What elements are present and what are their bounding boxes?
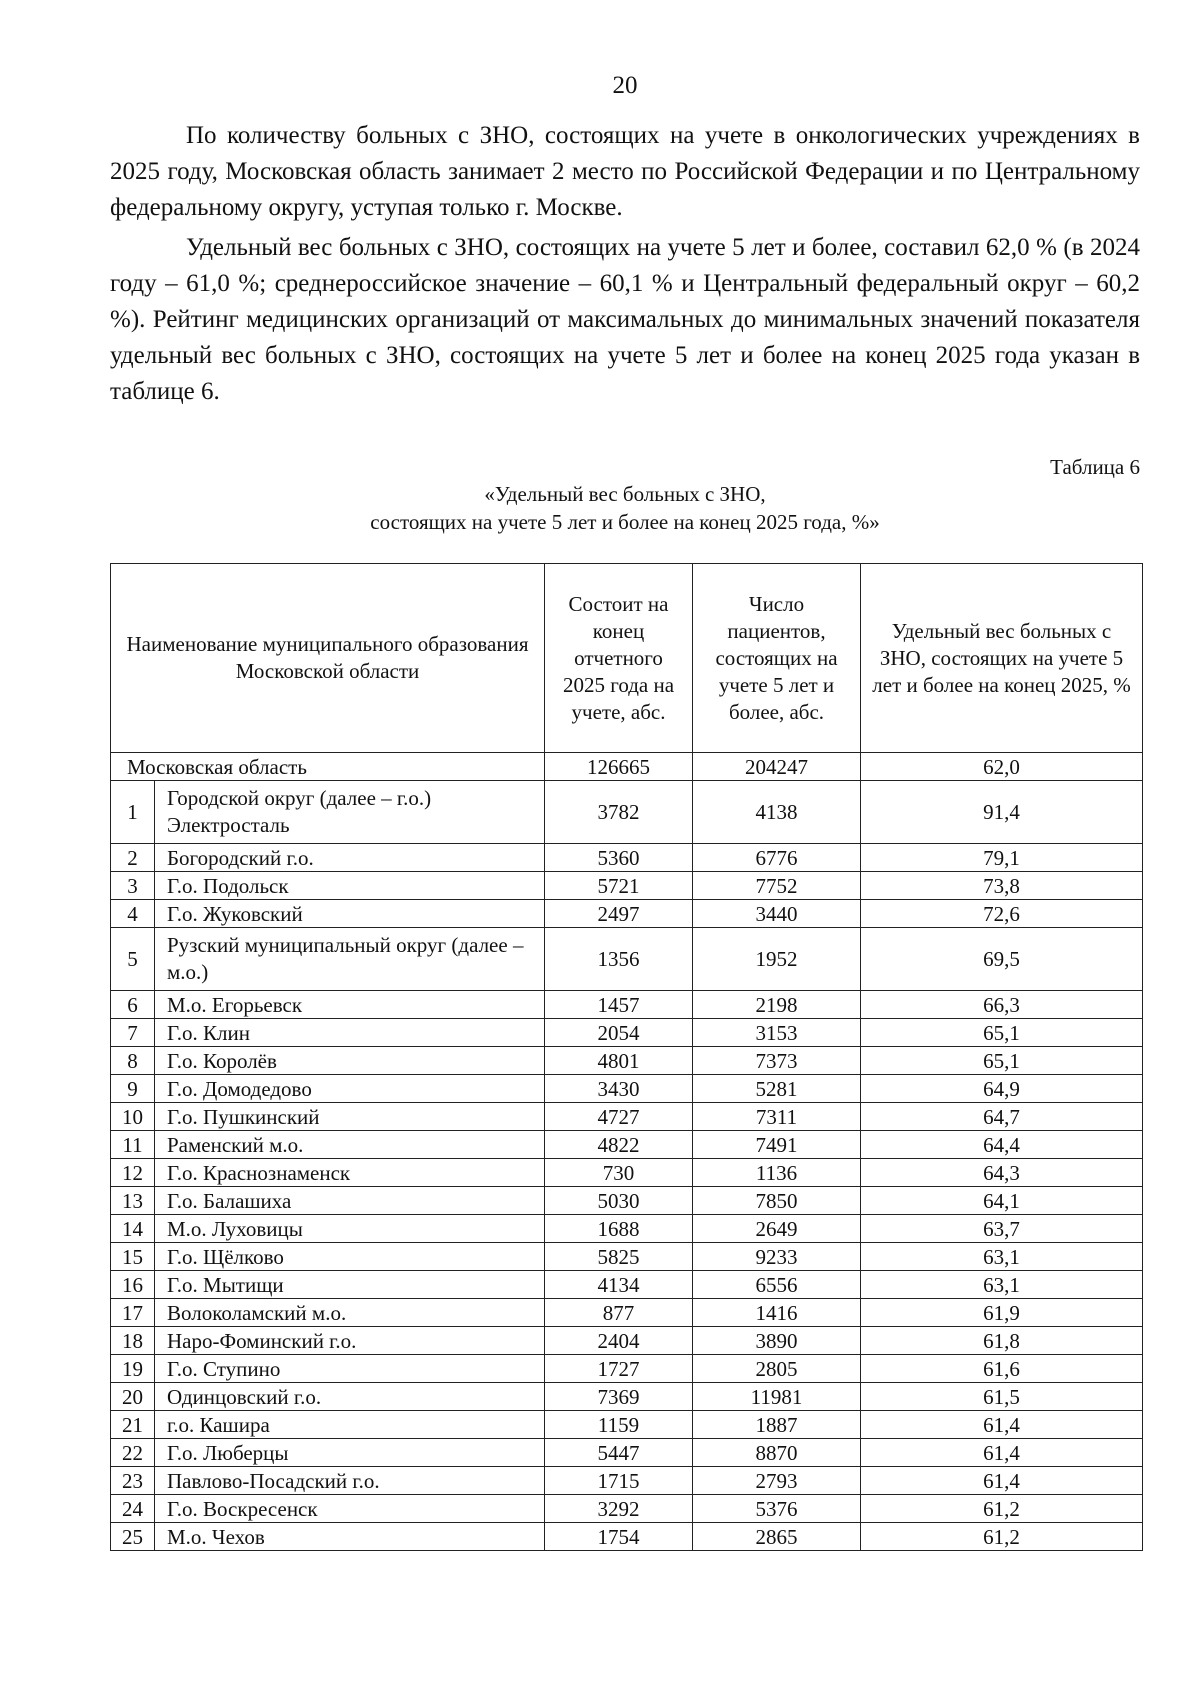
row-name: Рузский муниципальный округ (далее – м.о.) — [155, 928, 545, 991]
row-share: 64,4 — [861, 1131, 1143, 1159]
row-share: 61,2 — [861, 1495, 1143, 1523]
row-five-years: 7373 — [693, 1047, 861, 1075]
row-share: 65,1 — [861, 1047, 1143, 1075]
row-registered: 2404 — [545, 1327, 693, 1355]
row-number: 5 — [111, 928, 155, 991]
row-share: 64,7 — [861, 1103, 1143, 1131]
table-row — [111, 872, 1143, 900]
row-number: 9 — [111, 1075, 155, 1103]
table-row — [111, 1159, 1143, 1187]
data-table-container — [110, 563, 1142, 1551]
row-name: Г.о. Жуковский — [155, 900, 545, 928]
row-share: 61,9 — [861, 1299, 1143, 1327]
row-number: 15 — [111, 1243, 155, 1271]
row-registered: 7369 — [545, 1383, 693, 1411]
row-name: М.о. Чехов — [155, 1523, 545, 1551]
table-row — [111, 781, 1143, 844]
row-registered: 877 — [545, 1299, 693, 1327]
table-row — [111, 1019, 1143, 1047]
row-name: Г.о. Ступино — [155, 1355, 545, 1383]
table-row — [111, 1131, 1143, 1159]
row-five-years: 7752 — [693, 872, 861, 900]
paragraph-2 — [110, 230, 1140, 410]
row-five-years: 7850 — [693, 1187, 861, 1215]
row-share: 73,8 — [861, 872, 1143, 900]
summary-five-years: 204247 — [693, 753, 861, 781]
row-registered: 1356 — [545, 928, 693, 991]
table-row — [111, 1355, 1143, 1383]
row-number: 1 — [111, 781, 155, 844]
row-registered: 3292 — [545, 1495, 693, 1523]
row-name: Богородский г.о. — [155, 844, 545, 872]
row-registered: 1727 — [545, 1355, 693, 1383]
row-name: Г.о. Мытищи — [155, 1271, 545, 1299]
row-share: 64,3 — [861, 1159, 1143, 1187]
table-row — [111, 1187, 1143, 1215]
row-number: 14 — [111, 1215, 155, 1243]
row-share: 65,1 — [861, 1019, 1143, 1047]
row-five-years: 3890 — [693, 1327, 861, 1355]
row-number: 20 — [111, 1383, 155, 1411]
table-row — [111, 1271, 1143, 1299]
row-share: 64,9 — [861, 1075, 1143, 1103]
row-five-years: 2793 — [693, 1467, 861, 1495]
table-row — [111, 1103, 1143, 1131]
row-share: 66,3 — [861, 991, 1143, 1019]
row-name: Волоколамский м.о. — [155, 1299, 545, 1327]
row-name: Г.о. Домодедово — [155, 1075, 545, 1103]
header-registered: Состоит на конец отчетного 2025 года на учете, абс. — [545, 564, 693, 753]
row-name: М.о. Луховицы — [155, 1215, 545, 1243]
row-number: 8 — [111, 1047, 155, 1075]
row-registered: 5447 — [545, 1439, 693, 1467]
row-registered: 1159 — [545, 1411, 693, 1439]
row-name: Одинцовский г.о. — [155, 1383, 545, 1411]
row-five-years: 3440 — [693, 900, 861, 928]
row-registered: 5721 — [545, 872, 693, 900]
row-share: 61,8 — [861, 1327, 1143, 1355]
table-row — [111, 1327, 1143, 1355]
row-share: 61,4 — [861, 1411, 1143, 1439]
row-five-years: 5281 — [693, 1075, 861, 1103]
table-header-row — [111, 564, 1143, 753]
row-number: 11 — [111, 1131, 155, 1159]
row-registered: 2497 — [545, 900, 693, 928]
row-name: Раменский м.о. — [155, 1131, 545, 1159]
row-registered: 3430 — [545, 1075, 693, 1103]
row-number: 21 — [111, 1411, 155, 1439]
row-share: 72,6 — [861, 900, 1143, 928]
header-share: Удельный вес больных с ЗНО, состоящих на учете 5 лет и более на конец 2025, % — [861, 564, 1143, 753]
row-number: 2 — [111, 844, 155, 872]
row-five-years: 1136 — [693, 1159, 861, 1187]
row-five-years: 2865 — [693, 1523, 861, 1551]
row-number: 19 — [111, 1355, 155, 1383]
row-five-years: 1887 — [693, 1411, 861, 1439]
header-five-years: Число пациентов, состоящих на учете 5 лет и более, абс. — [693, 564, 861, 753]
row-five-years: 6776 — [693, 844, 861, 872]
table-row — [111, 1243, 1143, 1271]
row-share: 61,2 — [861, 1523, 1143, 1551]
row-registered: 4801 — [545, 1047, 693, 1075]
row-five-years: 2649 — [693, 1215, 861, 1243]
row-number: 4 — [111, 900, 155, 928]
summary-registered: 126665 — [545, 753, 693, 781]
table-row — [111, 1439, 1143, 1467]
row-registered: 3782 — [545, 781, 693, 844]
row-share: 61,4 — [861, 1467, 1143, 1495]
row-registered: 4822 — [545, 1131, 693, 1159]
table-label: Таблица 6 — [1050, 455, 1140, 479]
table-row — [111, 1495, 1143, 1523]
row-number: 3 — [111, 872, 155, 900]
row-number: 12 — [111, 1159, 155, 1187]
row-name: Павлово-Посадский г.о. — [155, 1467, 545, 1495]
row-number: 13 — [111, 1187, 155, 1215]
row-number: 16 — [111, 1271, 155, 1299]
row-five-years: 2198 — [693, 991, 861, 1019]
data-table — [110, 563, 1143, 1551]
row-five-years: 5376 — [693, 1495, 861, 1523]
row-registered: 1715 — [545, 1467, 693, 1495]
table-row — [111, 1383, 1143, 1411]
summary-share: 62,0 — [861, 753, 1143, 781]
row-registered: 1754 — [545, 1523, 693, 1551]
row-registered: 730 — [545, 1159, 693, 1187]
row-share: 61,6 — [861, 1355, 1143, 1383]
table-row — [111, 1215, 1143, 1243]
page-number: 20 — [612, 72, 638, 99]
row-number: 7 — [111, 1019, 155, 1047]
row-number: 6 — [111, 991, 155, 1019]
row-five-years: 1416 — [693, 1299, 861, 1327]
row-name: Городской округ (далее – г.о.) Электросталь — [155, 781, 545, 844]
row-share: 63,1 — [861, 1271, 1143, 1299]
row-share: 79,1 — [861, 844, 1143, 872]
row-registered: 5030 — [545, 1187, 693, 1215]
table-row — [111, 1075, 1143, 1103]
row-name: Г.о. Балашиха — [155, 1187, 545, 1215]
row-name: Г.о. Воскресенск — [155, 1495, 545, 1523]
row-name: Г.о. Подольск — [155, 872, 545, 900]
table-row — [111, 1467, 1143, 1495]
table-row — [111, 1299, 1143, 1327]
row-five-years: 9233 — [693, 1243, 861, 1271]
summary-name: Московская область — [111, 753, 545, 781]
header-name: Наименование муниципального образования Московской области — [111, 564, 545, 753]
table-caption-line-1: «Удельный вес больных с ЗНО, — [484, 482, 766, 506]
row-share: 69,5 — [861, 928, 1143, 991]
row-five-years: 6556 — [693, 1271, 861, 1299]
row-name: М.о. Егорьевск — [155, 991, 545, 1019]
row-share: 61,4 — [861, 1439, 1143, 1467]
row-registered: 4134 — [545, 1271, 693, 1299]
table-row — [111, 991, 1143, 1019]
row-share: 64,1 — [861, 1187, 1143, 1215]
row-registered: 5825 — [545, 1243, 693, 1271]
table-caption — [110, 480, 1140, 536]
table-row — [111, 1411, 1143, 1439]
table-row — [111, 844, 1143, 872]
row-registered: 4727 — [545, 1103, 693, 1131]
row-five-years: 7311 — [693, 1103, 861, 1131]
paragraph-1-text: По количеству больных с ЗНО, состоящих на учете в онкологических учреждениях в 2025 году, Московская область занимает 2 место по Российской Федерации и по Центральному федеральному округу, уступая только г. Москве. — [110, 122, 1140, 221]
row-five-years: 2805 — [693, 1355, 861, 1383]
row-five-years: 7491 — [693, 1131, 861, 1159]
row-share: 91,4 — [861, 781, 1143, 844]
row-name: Г.о. Люберцы — [155, 1439, 545, 1467]
row-number: 17 — [111, 1299, 155, 1327]
row-name: Наро-Фоминский г.о. — [155, 1327, 545, 1355]
row-number: 18 — [111, 1327, 155, 1355]
row-name: г.о. Кашира — [155, 1411, 545, 1439]
row-registered: 5360 — [545, 844, 693, 872]
row-name: Г.о. Клин — [155, 1019, 545, 1047]
row-number: 22 — [111, 1439, 155, 1467]
row-share: 63,1 — [861, 1243, 1143, 1271]
row-name: Г.о. Пушкинский — [155, 1103, 545, 1131]
row-number: 23 — [111, 1467, 155, 1495]
row-share: 61,5 — [861, 1383, 1143, 1411]
row-five-years: 1952 — [693, 928, 861, 991]
table-row — [111, 1523, 1143, 1551]
table-row — [111, 928, 1143, 991]
row-registered: 1688 — [545, 1215, 693, 1243]
row-five-years: 3153 — [693, 1019, 861, 1047]
row-five-years: 4138 — [693, 781, 861, 844]
row-registered: 1457 — [545, 991, 693, 1019]
row-number: 10 — [111, 1103, 155, 1131]
table-row — [111, 1047, 1143, 1075]
row-number: 25 — [111, 1523, 155, 1551]
row-number: 24 — [111, 1495, 155, 1523]
row-name: Г.о. Щёлково — [155, 1243, 545, 1271]
table-row — [111, 900, 1143, 928]
row-share: 63,7 — [861, 1215, 1143, 1243]
row-name: Г.о. Краснознаменск — [155, 1159, 545, 1187]
paragraph-1 — [110, 118, 1140, 226]
row-name: Г.о. Королёв — [155, 1047, 545, 1075]
summary-row — [111, 753, 1143, 781]
row-five-years: 8870 — [693, 1439, 861, 1467]
row-five-years: 11981 — [693, 1383, 861, 1411]
paragraph-2-text: Удельный вес больных с ЗНО, состоящих на учете 5 лет и более, составил 62,0 % (в 2024 году – 61,0 %; среднероссийское значение – 60,1 % и Центральный федеральный округ – 60,2 %). Рейтинг медицинских организаций от максимальных до минимальных значений показателя удельный вес больных с ЗНО, состоящих на учете 5 лет и более на конец 2025 года указан в таблице 6. — [110, 234, 1140, 405]
row-registered: 2054 — [545, 1019, 693, 1047]
table-caption-line-2: состоящих на учете 5 лет и более на конец 2025 года, %» — [370, 510, 880, 534]
